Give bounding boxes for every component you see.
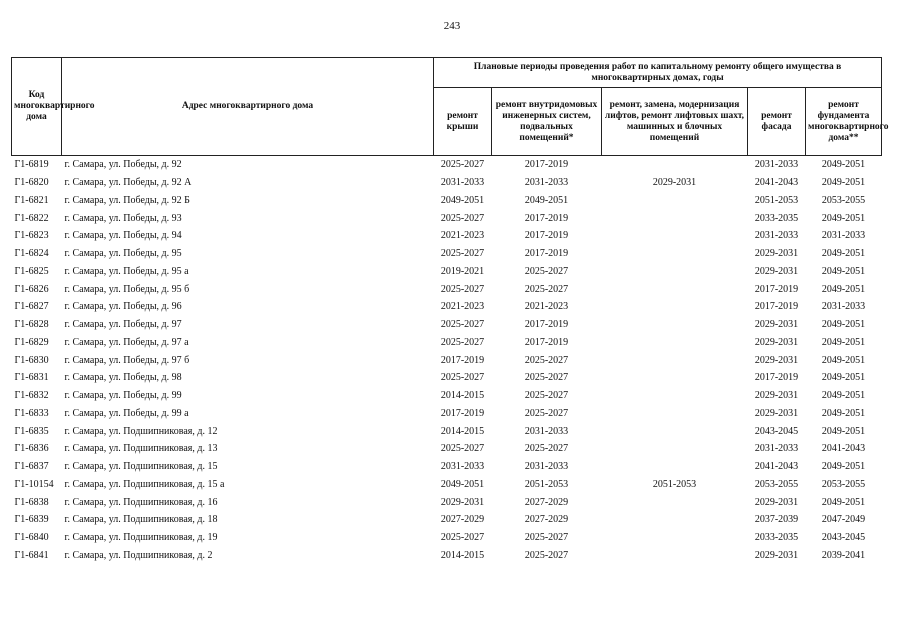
cell-systems: 2017-2019 (524, 336, 569, 348)
table-row (12, 334, 882, 352)
cell-foundation: 2049-2051 (821, 265, 866, 277)
cell-address: г. Самара, ул. Победы, д. 93 (64, 212, 182, 224)
cell-facade: 2029-2031 (754, 549, 799, 561)
table-row (12, 298, 882, 316)
cell-foundation: 2049-2051 (821, 354, 866, 366)
cell-elevators (602, 529, 748, 547)
cell-foundation: 2041-2043 (821, 443, 866, 455)
cell-address: г. Самара, ул. Подшипниковая, д. 19 (64, 532, 218, 544)
cell-elevators (602, 298, 748, 316)
cell-roof: 2031-2033 (440, 461, 485, 473)
cell-systems: 2025-2027 (524, 549, 569, 561)
table-row (12, 369, 882, 387)
cell-foundation: 2043-2045 (821, 532, 866, 544)
cell-foundation: 2049-2051 (821, 407, 866, 419)
cell-elevators (602, 387, 748, 405)
table-row (12, 476, 882, 494)
cell-roof: 2025-2027 (440, 212, 485, 224)
cell-address: г. Самара, ул. Победы, д. 94 (64, 230, 182, 242)
cell-code: Г1-6827 (14, 301, 49, 313)
cell-address: г. Самара, ул. Победы, д. 99 а (64, 407, 189, 419)
cell-foundation: 2031-2033 (821, 230, 866, 242)
cell-facade: 2041-2043 (754, 177, 799, 189)
cell-roof: 2025-2027 (440, 532, 485, 544)
header-address: Адрес многоквартирного дома (62, 58, 434, 156)
cell-code: Г1-6824 (14, 248, 49, 260)
table-row (12, 156, 882, 174)
cell-systems: 2025-2027 (524, 283, 569, 295)
cell-foundation: 2049-2051 (821, 177, 866, 189)
cell-roof: 2014-2015 (440, 549, 485, 561)
cell-address: г. Самара, ул. Победы, д. 98 (64, 372, 182, 384)
table-row (12, 192, 882, 210)
cell-roof: 2025-2027 (440, 443, 485, 455)
cell-address: г. Самара, ул. Победы, д. 95 б (64, 283, 190, 295)
cell-foundation: 2049-2051 (806, 156, 882, 174)
cell-code: Г1-6840 (14, 532, 49, 544)
cell-elevators (602, 458, 748, 476)
cell-foundation: 2053-2055 (821, 194, 866, 206)
table-row (12, 174, 882, 192)
cell-systems: 2017-2019 (524, 230, 569, 242)
cell-foundation: 2049-2051 (821, 336, 866, 348)
cell-roof: 2014-2015 (440, 425, 485, 437)
table-row (12, 351, 882, 369)
cell-facade: 2029-2031 (754, 354, 799, 366)
cell-address: г. Самара, ул. Победы, д. 97 б (64, 354, 190, 366)
cell-foundation: 2049-2051 (821, 372, 866, 384)
cell-code: Г1-6830 (14, 354, 49, 366)
cell-foundation: 2049-2051 (821, 461, 866, 473)
header-foundation: ремонт фундамента многоквартирного дома** (806, 88, 882, 156)
cell-code: Г1-6820 (14, 177, 49, 189)
cell-elevators (602, 511, 748, 529)
cell-roof: 2019-2021 (440, 265, 485, 277)
cell-address: г. Самара, ул. Победы, д. 97 (64, 319, 182, 331)
cell-address: г. Самара, ул. Подшипниковая, д. 12 (64, 425, 218, 437)
header-code: Код многоквартирного дома (12, 58, 62, 156)
cell-address: г. Самара, ул. Подшипниковая, д. 13 (64, 443, 218, 455)
cell-systems: 2027-2029 (524, 514, 569, 526)
cell-facade: 2031-2033 (748, 156, 806, 174)
capital-repair-table (11, 57, 889, 564)
cell-roof: 2014-2015 (440, 390, 485, 402)
cell-code: Г1-6835 (14, 425, 49, 437)
cell-systems: 2025-2027 (524, 443, 569, 455)
cell-address: г. Самара, ул. Победы, д. 95 (64, 248, 182, 260)
cell-systems: 2031-2033 (524, 177, 569, 189)
cell-elevators (602, 369, 748, 387)
cell-facade: 2017-2019 (754, 372, 799, 384)
cell-roof: 2025-2027 (440, 283, 485, 295)
cell-code: Г1-6831 (14, 372, 49, 384)
header-facade: ремонт фасада (748, 88, 806, 156)
cell-elevators (602, 227, 748, 245)
cell-address: г. Самара, ул. Победы, д. 99 (64, 390, 182, 402)
cell-code: Г1-6829 (14, 336, 49, 348)
cell-facade: 2029-2031 (754, 496, 799, 508)
cell-facade: 2029-2031 (754, 390, 799, 402)
cell-roof: 2025-2027 (440, 336, 485, 348)
cell-roof: 2021-2023 (440, 230, 485, 242)
cell-code: Г1-6833 (14, 407, 49, 419)
cell-code: Г1-6826 (14, 283, 49, 295)
cell-foundation: 2049-2051 (821, 248, 866, 260)
cell-address: г. Самара, ул. Победы, д. 97 а (64, 336, 189, 348)
table-row (12, 316, 882, 334)
cell-roof: 2017-2019 (440, 407, 485, 419)
cell-code: Г1-6823 (14, 230, 49, 242)
cell-foundation: 2049-2051 (821, 283, 866, 295)
cell-systems: 2025-2027 (524, 407, 569, 419)
cell-elevators (602, 547, 748, 565)
cell-elevators: 2029-2031 (652, 177, 697, 189)
cell-elevators (602, 422, 748, 440)
cell-code: Г1-6832 (14, 390, 49, 402)
cell-foundation: 2049-2051 (821, 496, 866, 508)
cell-elevators (602, 245, 748, 263)
table-row (12, 511, 882, 529)
cell-code: Г1-6821 (14, 194, 49, 206)
cell-code: Г1-6838 (14, 496, 49, 508)
cell-facade: 2017-2019 (754, 283, 799, 295)
cell-facade: 2033-2035 (754, 532, 799, 544)
cell-facade: 2017-2019 (754, 301, 799, 313)
cell-facade: 2037-2039 (754, 514, 799, 526)
cell-facade: 2029-2031 (754, 319, 799, 331)
table-row (12, 458, 882, 476)
cell-facade: 2051-2053 (754, 194, 799, 206)
cell-elevators (602, 440, 748, 458)
header-periods-group: Плановые периоды проведения работ по капитальному ремонту общего имущества в многоквартирных домах, годы (434, 58, 882, 88)
cell-elevators (602, 316, 748, 334)
cell-foundation: 2047-2049 (821, 514, 866, 526)
table-row (12, 440, 882, 458)
cell-systems: 2017-2019 (524, 248, 569, 260)
cell-systems: 2017-2019 (524, 212, 569, 224)
cell-facade: 2053-2055 (754, 478, 799, 490)
cell-address: г. Самара, ул. Победы, д. 92 Б (64, 194, 190, 206)
cell-code: Г1-6828 (14, 319, 49, 331)
cell-foundation: 2039-2041 (821, 549, 866, 561)
cell-foundation: 2049-2051 (821, 212, 866, 224)
cell-code: Г1-6836 (14, 443, 49, 455)
cell-code: Г1-6841 (14, 549, 49, 561)
cell-elevators (602, 351, 748, 369)
cell-systems: 2051-2053 (524, 478, 569, 490)
cell-systems: 2049-2051 (524, 194, 569, 206)
cell-roof: 2025-2027 (440, 248, 485, 260)
cell-facade: 2029-2031 (754, 407, 799, 419)
cell-elevators (602, 493, 748, 511)
cell-roof: 2017-2019 (440, 354, 485, 366)
cell-address: г. Самара, ул. Победы, д. 92 А (64, 177, 192, 189)
header-roof: ремонт крыши (434, 88, 492, 156)
cell-facade: 2031-2033 (754, 230, 799, 242)
cell-systems: 2025-2027 (524, 265, 569, 277)
cell-code: Г1-6837 (14, 461, 49, 473)
table-row (12, 405, 882, 423)
table-row (12, 547, 882, 565)
table-body (12, 156, 882, 565)
cell-code: Г1-10154 (14, 478, 54, 490)
cell-address: г. Самара, ул. Подшипниковая, д. 15 (64, 461, 218, 473)
cell-address: г. Самара, ул. Подшипниковая, д. 18 (64, 514, 218, 526)
cell-foundation: 2031-2033 (821, 301, 866, 313)
cell-roof: 2031-2033 (440, 177, 485, 189)
cell-elevators (602, 209, 748, 227)
cell-facade: 2031-2033 (754, 443, 799, 455)
cell-code: Г1-6839 (14, 514, 49, 526)
cell-foundation: 2049-2051 (821, 319, 866, 331)
cell-elevators: 2051-2053 (652, 478, 697, 490)
table-row (12, 245, 882, 263)
table-row (12, 263, 882, 281)
header-elevators: ремонт, замена, модернизация лифтов, ремонт лифтовых шахт, машинных и блочных помещений (602, 88, 748, 156)
cell-roof: 2025-2027 (440, 372, 485, 384)
cell-facade: 2043-2045 (754, 425, 799, 437)
cell-elevators (602, 405, 748, 423)
cell-roof: 2049-2051 (440, 194, 485, 206)
cell-code: Г1-6822 (14, 212, 49, 224)
cell-systems: 2021-2023 (524, 301, 569, 313)
cell-facade: 2029-2031 (754, 265, 799, 277)
cell-systems: 2025-2027 (524, 532, 569, 544)
cell-facade: 2029-2031 (754, 336, 799, 348)
cell-facade: 2033-2035 (754, 212, 799, 224)
cell-address: г. Самара, ул. Победы, д. 92 (62, 156, 434, 174)
cell-code: Г1-6819 (12, 156, 62, 174)
cell-roof: 2049-2051 (440, 478, 485, 490)
cell-facade: 2029-2031 (754, 248, 799, 260)
cell-roof: 2025-2027 (434, 156, 492, 174)
cell-systems: 2025-2027 (524, 372, 569, 384)
cell-code: Г1-6825 (14, 265, 49, 277)
cell-roof: 2027-2029 (440, 514, 485, 526)
header-systems: ремонт внутридомовых инженерных систем, подвальных помещений* (492, 88, 602, 156)
cell-foundation: 2049-2051 (821, 390, 866, 402)
cell-address: г. Самара, ул. Подшипниковая, д. 2 (64, 549, 213, 561)
cell-address: г. Самара, ул. Подшипниковая, д. 16 (64, 496, 218, 508)
cell-foundation: 2053-2055 (821, 478, 866, 490)
table-row (12, 529, 882, 547)
cell-systems: 2017-2019 (524, 319, 569, 331)
cell-foundation: 2049-2051 (821, 425, 866, 437)
table-row (12, 493, 882, 511)
cell-elevators (602, 192, 748, 210)
cell-roof: 2025-2027 (440, 319, 485, 331)
cell-systems: 2025-2027 (524, 354, 569, 366)
cell-systems: 2031-2033 (524, 461, 569, 473)
cell-systems: 2027-2029 (524, 496, 569, 508)
page-number: 243 (443, 20, 461, 32)
table-row (12, 280, 882, 298)
cell-address: г. Самара, ул. Подшипниковая, д. 15 а (64, 478, 225, 490)
cell-facade: 2041-2043 (754, 461, 799, 473)
cell-systems: 2031-2033 (524, 425, 569, 437)
cell-address: г. Самара, ул. Победы, д. 95 а (64, 265, 189, 277)
table-row (12, 209, 882, 227)
cell-elevators (602, 263, 748, 281)
cell-elevators (602, 334, 748, 352)
cell-roof: 2021-2023 (440, 301, 485, 313)
cell-address: г. Самара, ул. Победы, д. 96 (64, 301, 182, 313)
cell-systems: 2017-2019 (492, 156, 602, 174)
table-row (12, 387, 882, 405)
cell-systems: 2025-2027 (524, 390, 569, 402)
cell-elevators (602, 280, 748, 298)
table-row (12, 227, 882, 245)
table-row (12, 422, 882, 440)
cell-elevators (602, 156, 748, 174)
cell-roof: 2029-2031 (440, 496, 485, 508)
